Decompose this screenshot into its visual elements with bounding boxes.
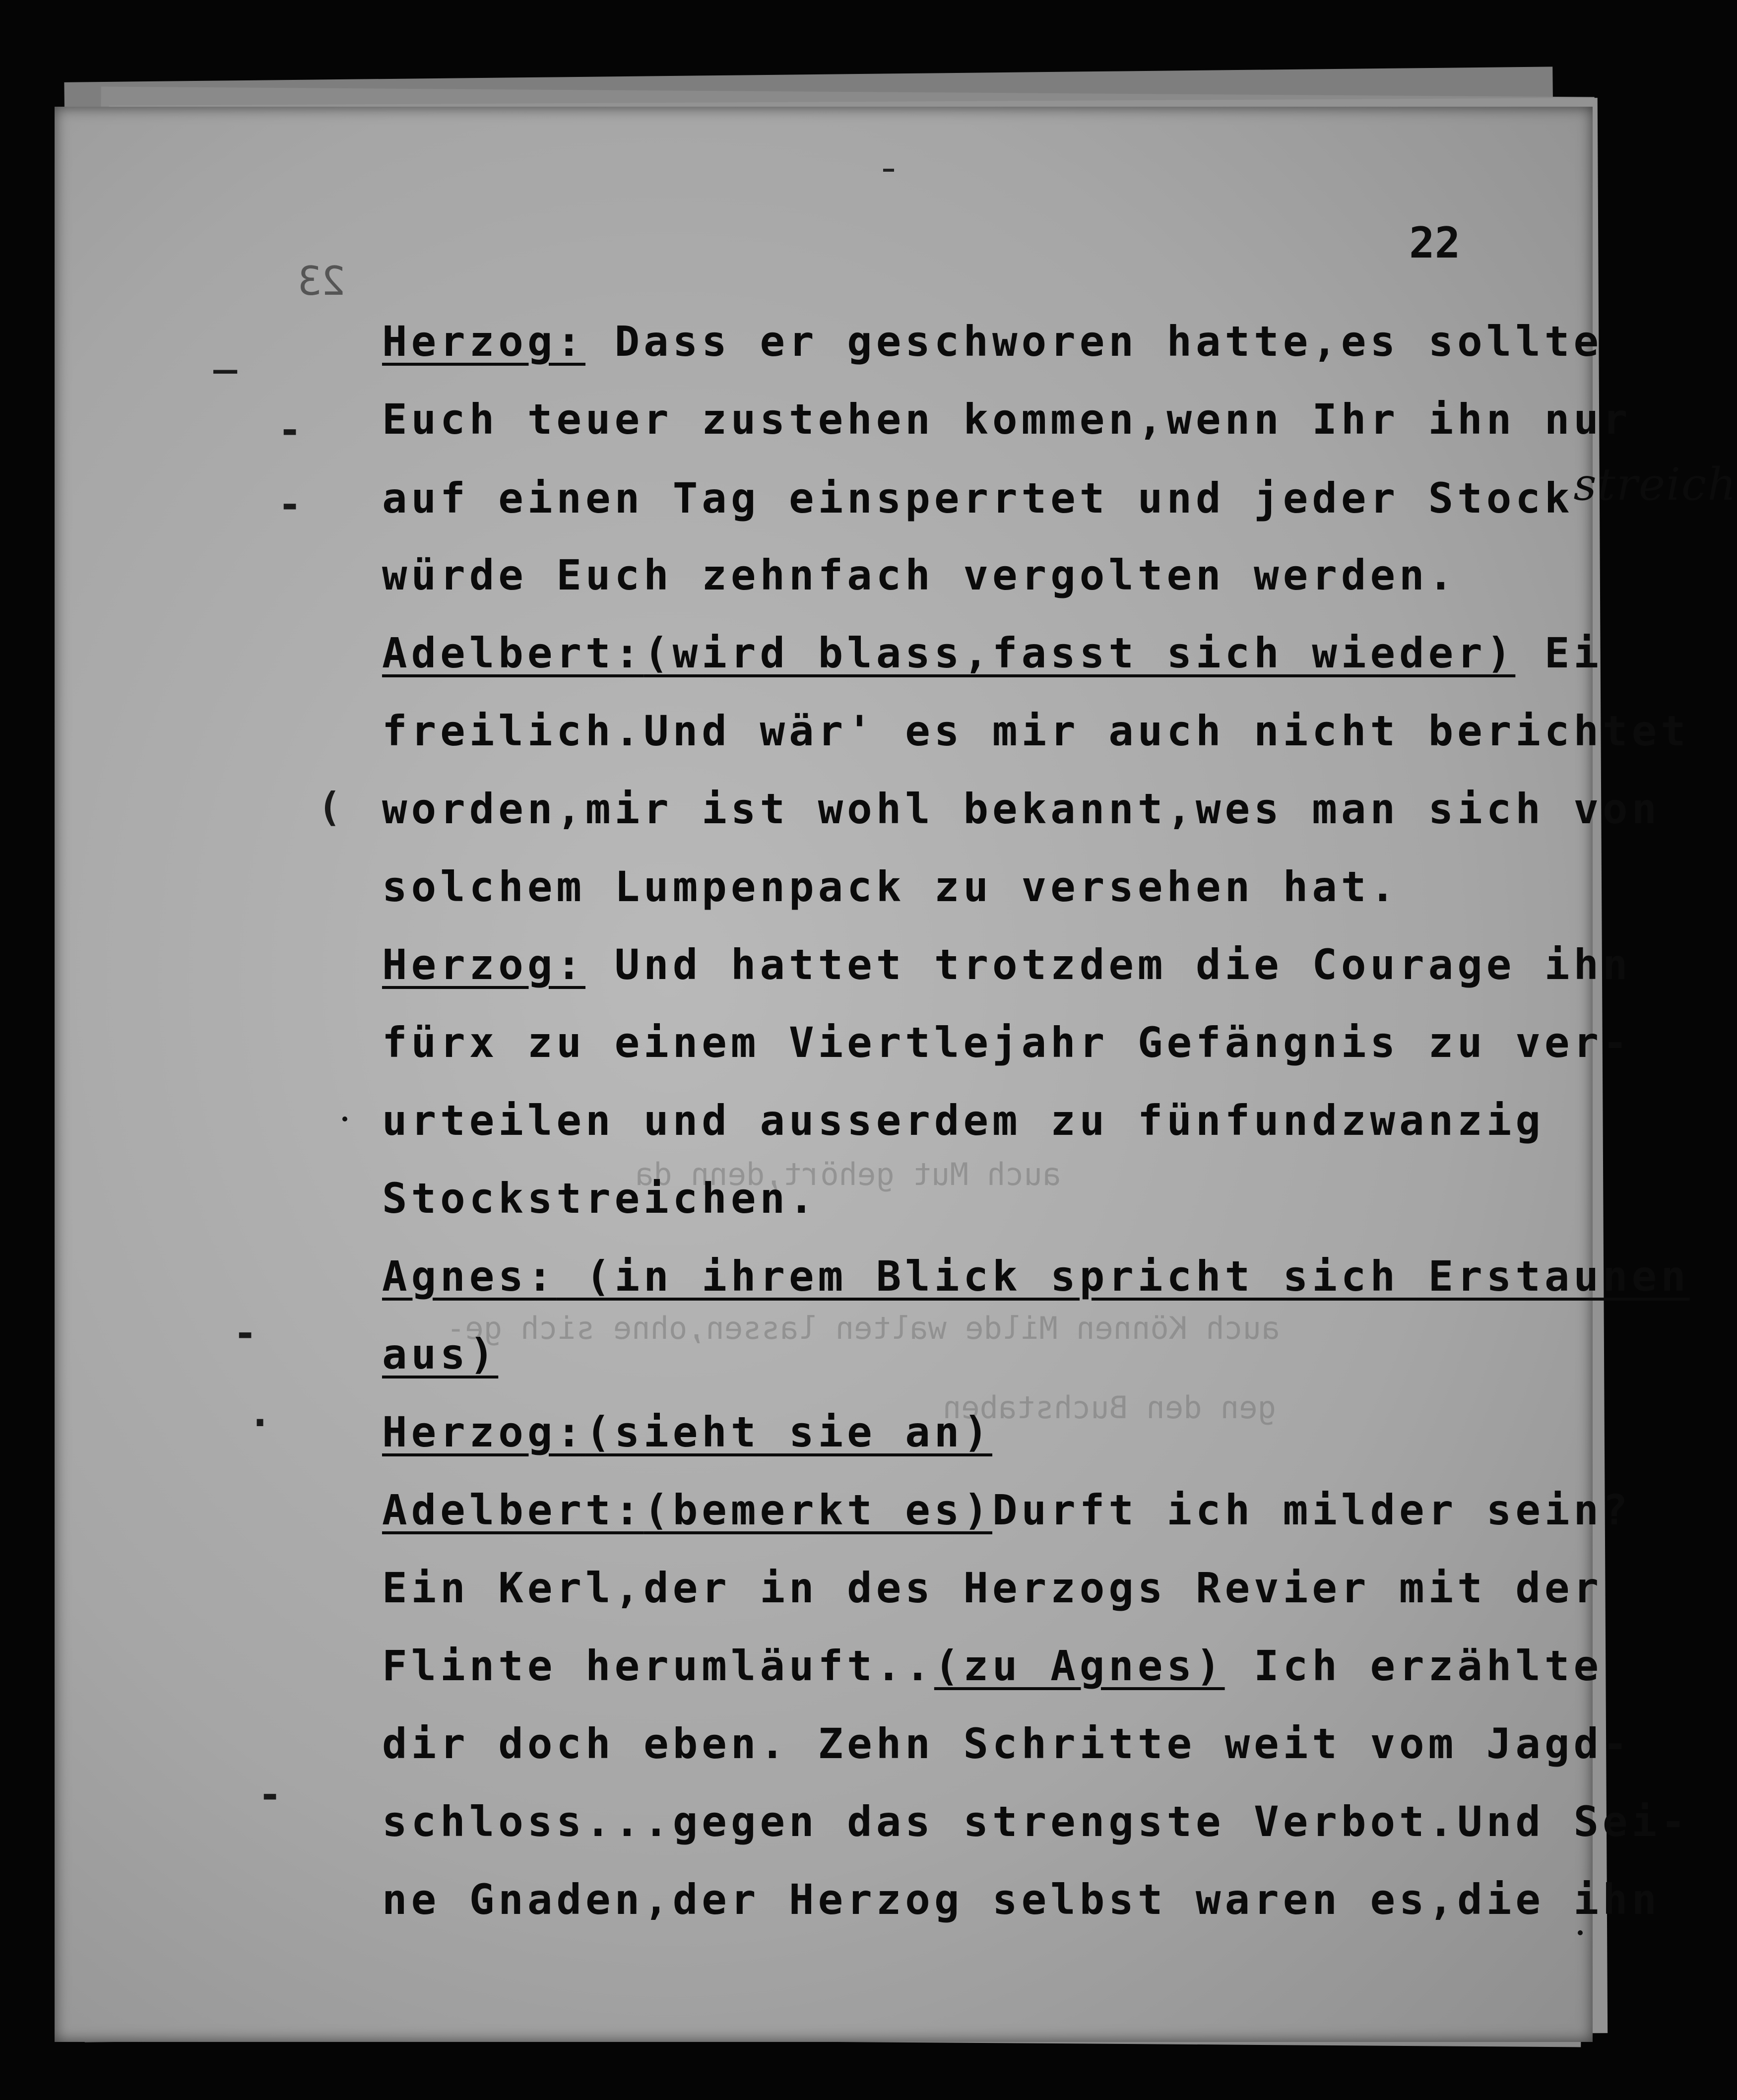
text-line: [382, 1160, 1583, 1238]
speaker-label: Adelbert:: [382, 1486, 644, 1534]
stage-direction: (bemerkt es): [643, 1486, 993, 1534]
text-line: [382, 1238, 1690, 1315]
text-line: [382, 692, 1690, 770]
dialogue-text: Durft ich milder sein?: [992, 1486, 1632, 1534]
text-line: [382, 926, 1632, 1004]
page-mark: [883, 169, 894, 172]
text-line: [382, 1705, 1632, 1783]
stage-direction: (in ihrem Blick spricht sich Erstaunen: [556, 1252, 1690, 1301]
speaker-label: Herzog:: [382, 317, 586, 366]
dialogue-text: Euch teuer zustehen kommen,wenn Ihr ihn nur: [382, 395, 1632, 444]
text-line: [382, 614, 1603, 692]
dialogue-text: fürx zu einem Viertlejahr Gefängnis zu ver-: [382, 1018, 1632, 1067]
text-line: [382, 1393, 1583, 1471]
text-line: [382, 1004, 1632, 1082]
dialogue-text: worden,mir ist wohl bekannt,wes man sich von: [382, 785, 1661, 833]
show-through-page-number: 23: [298, 258, 346, 304]
margin-dash: _: [213, 328, 238, 374]
speaker-label: Herzog:: [382, 1408, 586, 1456]
speaker-label: Agnes:: [382, 1252, 557, 1301]
dialogue-text: Und hattet trotzdem die Courage ihn: [585, 940, 1632, 989]
margin-dash: (: [318, 784, 342, 830]
text-line: [382, 459, 1737, 536]
margin-dash: -: [258, 1772, 282, 1818]
dialogue-text: urteilen und ausserdem zu fünfundzwanzig: [382, 1096, 1544, 1145]
dialogue-text: Ein Kerl,der in des Herzogs Revier mit der: [382, 1564, 1603, 1612]
show-through-text: auch Mut gehört,denn da: [635, 1156, 1061, 1192]
page-number: 22: [1409, 218, 1461, 268]
show-through-text: auch Können Milde walten lassen,ohne sich ge-: [447, 1310, 1280, 1346]
text-line: [382, 1783, 1690, 1861]
speaker-label: Herzog:: [382, 940, 586, 989]
stage-direction: aus): [382, 1330, 499, 1378]
dialogue-text: freilich.Und wär' es mir auch nicht berichtet: [382, 707, 1690, 755]
dialogue-text: Flinte herumläuft..: [382, 1641, 934, 1690]
dialogue-text: Ei: [1515, 629, 1603, 677]
dialogue-text: solchem Lumpenpack zu versehen hat.: [382, 862, 1400, 911]
speaker-label: Adelbert:: [382, 629, 644, 677]
text-line: [382, 770, 1661, 848]
text-line: [382, 848, 1583, 926]
dialogue-text: schloss...gegen das strengste Verbot.Und Sei-: [382, 1797, 1690, 1846]
text-line: [382, 303, 1603, 381]
stage-direction: (sieht sie an): [585, 1408, 993, 1456]
dialogue-text: dir doch eben. Zehn Schritte weit vom Jagd-: [382, 1719, 1632, 1768]
margin-dash: -: [278, 407, 302, 453]
text-line: [382, 1082, 1583, 1160]
dialogue-text: Ich erzählte: [1224, 1641, 1603, 1690]
dialogue-text: auf einen Tag einsperrtet und jeder Stock: [382, 474, 1574, 523]
text-line: [382, 1549, 1603, 1627]
ink-speck: [1578, 1930, 1583, 1935]
text-line: [382, 1861, 1661, 1939]
ink-speck: [342, 1116, 347, 1121]
dialogue-text: ne Gnaden,der Herzog selbst waren es,die ihn: [382, 1875, 1661, 1924]
show-through-text: gen den Buchstaben: [943, 1389, 1276, 1426]
margin-dash: .: [248, 1389, 272, 1436]
margin-dash: -: [233, 1310, 257, 1356]
typescript-body: [382, 303, 1737, 1939]
text-line: [382, 381, 1632, 459]
dialogue-text: Stockstreichen.: [382, 1174, 818, 1223]
margin-dash: -: [278, 481, 302, 527]
dialogue-text: würde Euch zehnfach vergolten werden.: [382, 551, 1458, 599]
handwritten-correction: streich: [1573, 459, 1737, 511]
dialogue-text: Dass er geschworen hatte,es sollte: [585, 317, 1603, 366]
text-line: [382, 1471, 1632, 1549]
stage-direction: (wird blass,fasst sich wieder): [643, 629, 1516, 677]
text-line: [382, 1627, 1603, 1705]
text-line: [382, 536, 1583, 614]
text-line: [382, 1315, 1583, 1393]
stage-direction: (zu Agnes): [934, 1641, 1225, 1690]
